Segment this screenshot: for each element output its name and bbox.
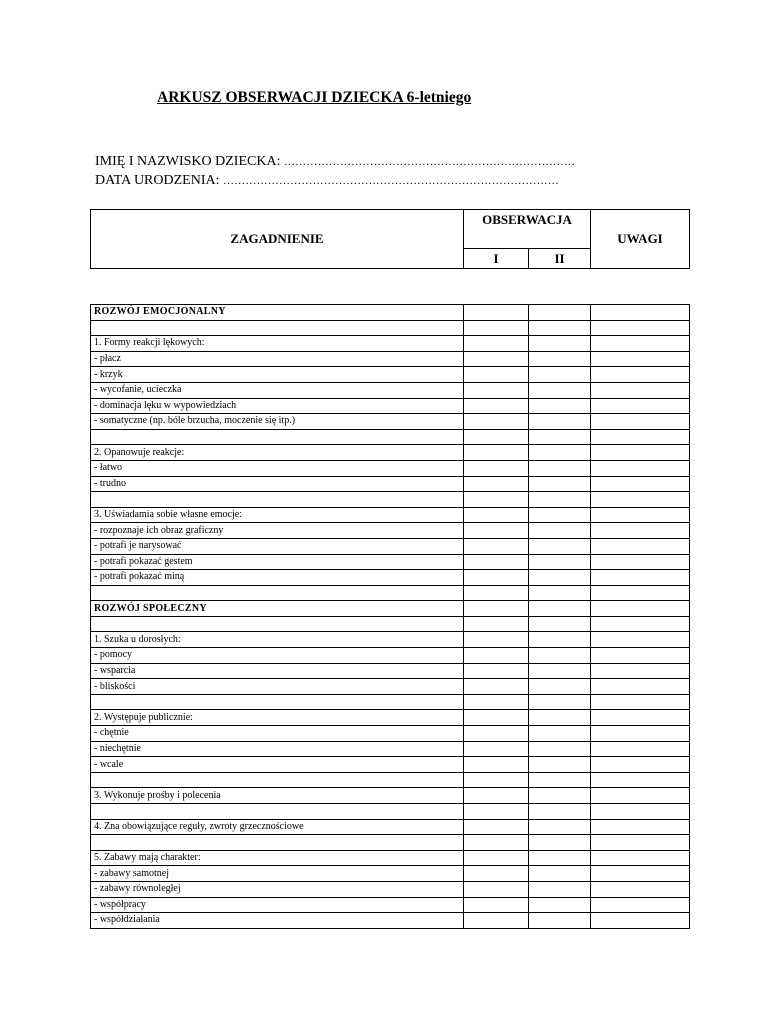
row-observation-1-cell[interactable] (464, 382, 529, 398)
row-observation-1-cell[interactable] (464, 538, 529, 554)
row-topic: - potrafi pokazać miną (91, 570, 464, 586)
table-row (91, 492, 690, 508)
row-notes-cell[interactable] (591, 492, 690, 508)
row-topic: - chętnie (91, 726, 464, 742)
row-topic (91, 694, 464, 710)
row-observation-1-cell[interactable] (464, 570, 529, 586)
row-observation-1-cell[interactable] (464, 757, 529, 773)
row-notes-cell[interactable] (591, 788, 690, 804)
row-topic: - wycofanie, ucieczka (91, 382, 464, 398)
row-observation-1-cell[interactable] (464, 367, 529, 383)
row-topic: ROZWÓJ SPOŁECZNY (91, 601, 464, 617)
section-row (91, 305, 690, 321)
row-observation-2-cell[interactable] (529, 835, 591, 851)
row-notes-cell[interactable] (591, 772, 690, 788)
row-topic (91, 772, 464, 788)
birth-date-label: DATA URODZENIA (95, 173, 216, 188)
row-topic: - pomocy (91, 648, 464, 664)
table-row (91, 819, 690, 835)
row-topic: - somatyczne (np. bóle brzucha, moczenie się itp.) (91, 414, 464, 430)
header-table (90, 209, 690, 269)
row-topic: - płacz (91, 351, 464, 367)
row-observation-2-cell[interactable] (529, 866, 591, 882)
row-topic (91, 320, 464, 336)
row-notes-cell[interactable] (591, 819, 690, 835)
row-observation-1-cell[interactable] (464, 632, 529, 648)
row-notes-cell[interactable] (591, 398, 690, 414)
row-topic: 2. Opanowuje reakcje: (91, 445, 464, 461)
row-notes-cell[interactable] (591, 804, 690, 820)
row-notes-cell[interactable] (591, 554, 690, 570)
row-topic: 2. Występuje publicznie: (91, 710, 464, 726)
row-topic (91, 585, 464, 601)
row-observation-2-cell[interactable] (529, 538, 591, 554)
table-row (91, 741, 690, 757)
row-observation-1-cell[interactable] (464, 601, 529, 617)
row-notes-cell[interactable] (591, 757, 690, 773)
row-notes-cell[interactable] (591, 866, 690, 882)
row-observation-2-cell[interactable] (529, 414, 591, 430)
row-observation-2-cell[interactable] (529, 492, 591, 508)
row-observation-1-cell[interactable] (464, 881, 529, 897)
row-observation-2-cell[interactable] (529, 601, 591, 617)
row-observation-2-cell[interactable] (529, 726, 591, 742)
table-row (91, 726, 690, 742)
row-notes-cell[interactable] (591, 632, 690, 648)
row-observation-1-cell[interactable] (464, 336, 529, 352)
row-observation-1-cell[interactable] (464, 897, 529, 913)
row-topic: 5. Zabawy mają charakter: (91, 850, 464, 866)
row-notes-cell[interactable] (591, 507, 690, 523)
row-topic: - współpracy (91, 897, 464, 913)
table-row (91, 710, 690, 726)
row-observation-1-cell[interactable] (464, 913, 529, 929)
table-row (91, 554, 690, 570)
row-observation-1-cell[interactable] (464, 788, 529, 804)
table-row (91, 648, 690, 664)
header-observation-1: I (464, 249, 529, 269)
row-observation-2-cell[interactable] (529, 305, 591, 321)
birth-date-sep: : (215, 173, 220, 188)
row-topic: 1. Szuka u dorosłych: (91, 632, 464, 648)
table-row (91, 476, 690, 492)
row-observation-2-cell[interactable] (529, 507, 591, 523)
row-observation-2-cell[interactable] (529, 804, 591, 820)
table-row (91, 336, 690, 352)
row-observation-2-cell[interactable] (529, 429, 591, 445)
table-row (91, 850, 690, 866)
table-row (91, 663, 690, 679)
table-row (91, 866, 690, 882)
table-row (91, 414, 690, 430)
row-topic: - potrafi je narysować (91, 538, 464, 554)
row-notes-cell[interactable] (591, 305, 690, 321)
table-row (91, 804, 690, 820)
row-topic: - krzyk (91, 367, 464, 383)
row-observation-2-cell[interactable] (529, 913, 591, 929)
row-observation-1-cell[interactable] (464, 320, 529, 336)
table-row (91, 382, 690, 398)
header-observation: OBSERWACJA (464, 210, 591, 249)
row-observation-2-cell[interactable] (529, 772, 591, 788)
row-observation-1-cell[interactable] (464, 850, 529, 866)
row-observation-1-cell[interactable] (464, 476, 529, 492)
table-row (91, 538, 690, 554)
row-observation-1-cell[interactable] (464, 398, 529, 414)
row-observation-1-cell[interactable] (464, 460, 529, 476)
table-row (91, 570, 690, 586)
row-observation-1-cell[interactable] (464, 648, 529, 664)
table-row (91, 507, 690, 523)
table-row (91, 772, 690, 788)
table-row (91, 585, 690, 601)
row-topic: - potrafi pokazać gestem (91, 554, 464, 570)
table-row (91, 757, 690, 773)
row-notes-cell[interactable] (591, 648, 690, 664)
row-notes-cell[interactable] (591, 679, 690, 695)
row-observation-2-cell[interactable] (529, 648, 591, 664)
row-observation-1-cell[interactable] (464, 507, 529, 523)
row-observation-1-cell[interactable] (464, 710, 529, 726)
row-notes-cell[interactable] (591, 382, 690, 398)
table-row (91, 351, 690, 367)
row-topic (91, 429, 464, 445)
row-observation-1-cell[interactable] (464, 835, 529, 851)
table-row (91, 398, 690, 414)
row-observation-2-cell[interactable] (529, 367, 591, 383)
row-observation-2-cell[interactable] (529, 320, 591, 336)
row-topic: 3. Uświadamia sobie własne emocje: (91, 507, 464, 523)
row-observation-2-cell[interactable] (529, 351, 591, 367)
row-observation-1-cell[interactable] (464, 429, 529, 445)
row-notes-cell[interactable] (591, 538, 690, 554)
row-notes-cell[interactable] (591, 367, 690, 383)
row-notes-cell[interactable] (591, 585, 690, 601)
row-topic: 3. Wykonuje prośby i polecenia (91, 788, 464, 804)
row-notes-cell[interactable] (591, 351, 690, 367)
row-observation-1-cell[interactable] (464, 445, 529, 461)
row-notes-cell[interactable] (591, 616, 690, 632)
row-notes-cell[interactable] (591, 913, 690, 929)
row-observation-2-cell[interactable] (529, 398, 591, 414)
row-topic (91, 835, 464, 851)
row-notes-cell[interactable] (591, 570, 690, 586)
row-observation-1-cell[interactable] (464, 523, 529, 539)
row-topic (91, 804, 464, 820)
row-notes-cell[interactable] (591, 694, 690, 710)
row-observation-2-cell[interactable] (529, 897, 591, 913)
row-observation-2-cell[interactable] (529, 679, 591, 695)
row-observation-1-cell[interactable] (464, 616, 529, 632)
row-topic (91, 616, 464, 632)
child-name-label: IMIĘ I NAZWISKO DZIECKA (95, 154, 277, 169)
table-row (91, 881, 690, 897)
table-row (91, 429, 690, 445)
row-observation-1-cell[interactable] (464, 679, 529, 695)
header-observation-2: II (529, 249, 591, 269)
row-observation-1-cell[interactable] (464, 492, 529, 508)
table-row (91, 460, 690, 476)
row-observation-2-cell[interactable] (529, 850, 591, 866)
row-notes-cell[interactable] (591, 523, 690, 539)
row-notes-cell[interactable] (591, 336, 690, 352)
row-notes-cell[interactable] (591, 881, 690, 897)
row-observation-1-cell[interactable] (464, 804, 529, 820)
birth-date-dots: ……………………………………………………………………………… (222, 175, 559, 187)
row-topic: - niechętnie (91, 741, 464, 757)
row-notes-cell[interactable] (591, 601, 690, 617)
row-observation-2-cell[interactable] (529, 632, 591, 648)
row-observation-1-cell[interactable] (464, 351, 529, 367)
section-row (91, 601, 690, 617)
row-observation-1-cell[interactable] (464, 305, 529, 321)
row-observation-1-cell[interactable] (464, 772, 529, 788)
table-row (91, 897, 690, 913)
child-name-dots: …………………………………………………………………… (283, 156, 576, 168)
row-observation-1-cell[interactable] (464, 741, 529, 757)
row-notes-cell[interactable] (591, 710, 690, 726)
row-topic: - współdziałania (91, 913, 464, 929)
row-notes-cell[interactable] (591, 835, 690, 851)
table-row (91, 616, 690, 632)
row-topic: 1. Formy reakcji lękowych: (91, 336, 464, 352)
row-observation-2-cell[interactable] (529, 476, 591, 492)
row-notes-cell[interactable] (591, 897, 690, 913)
table-row (91, 835, 690, 851)
row-observation-2-cell[interactable] (529, 694, 591, 710)
row-observation-1-cell[interactable] (464, 866, 529, 882)
row-topic: - wcale (91, 757, 464, 773)
row-observation-1-cell[interactable] (464, 414, 529, 430)
row-observation-2-cell[interactable] (529, 336, 591, 352)
child-name-sep: : (276, 154, 281, 169)
row-topic: ROZWÓJ EMOCJONALNY (91, 305, 464, 321)
observation-table (90, 304, 690, 929)
row-notes-cell[interactable] (591, 320, 690, 336)
observation-rows (91, 305, 690, 929)
row-notes-cell[interactable] (591, 429, 690, 445)
row-observation-2-cell[interactable] (529, 445, 591, 461)
row-notes-cell[interactable] (591, 741, 690, 757)
header-topic: ZAGADNIENIE (91, 210, 464, 269)
table-row (91, 523, 690, 539)
row-topic: - rozpoznaje ich obraz graficzny (91, 523, 464, 539)
row-notes-cell[interactable] (591, 850, 690, 866)
row-topic: - bliskości (91, 679, 464, 695)
row-topic: - wsparcia (91, 663, 464, 679)
row-observation-2-cell[interactable] (529, 881, 591, 897)
row-notes-cell[interactable] (591, 663, 690, 679)
document-title: ARKUSZ OBSERWACJI DZIECKA 6-letniego (157, 89, 472, 106)
row-observation-2-cell[interactable] (529, 757, 591, 773)
table-row (91, 445, 690, 461)
row-observation-2-cell[interactable] (529, 819, 591, 835)
row-observation-2-cell[interactable] (529, 616, 591, 632)
row-topic: 4. Zna obowiązujące reguły, zwroty grzecznościowe (91, 819, 464, 835)
table-row (91, 913, 690, 929)
row-topic: - zabawy równoległej (91, 881, 464, 897)
row-observation-1-cell[interactable] (464, 585, 529, 601)
birth-date-field[interactable] (95, 173, 559, 189)
row-notes-cell[interactable] (591, 414, 690, 430)
header-notes: UWAGI (591, 210, 690, 269)
child-name-field[interactable] (95, 154, 575, 170)
row-observation-2-cell[interactable] (529, 710, 591, 726)
row-observation-1-cell[interactable] (464, 694, 529, 710)
row-observation-1-cell[interactable] (464, 554, 529, 570)
row-notes-cell[interactable] (591, 460, 690, 476)
table-row (91, 679, 690, 695)
table-row (91, 320, 690, 336)
table-row (91, 788, 690, 804)
row-observation-2-cell[interactable] (529, 570, 591, 586)
row-observation-1-cell[interactable] (464, 819, 529, 835)
row-observation-2-cell[interactable] (529, 382, 591, 398)
table-row (91, 694, 690, 710)
table-row (91, 367, 690, 383)
row-observation-2-cell[interactable] (529, 585, 591, 601)
row-notes-cell[interactable] (591, 726, 690, 742)
row-observation-2-cell[interactable] (529, 788, 591, 804)
row-observation-1-cell[interactable] (464, 663, 529, 679)
row-observation-2-cell[interactable] (529, 663, 591, 679)
row-topic: - trudno (91, 476, 464, 492)
row-topic (91, 492, 464, 508)
row-notes-cell[interactable] (591, 476, 690, 492)
row-notes-cell[interactable] (591, 445, 690, 461)
row-observation-2-cell[interactable] (529, 460, 591, 476)
row-observation-2-cell[interactable] (529, 741, 591, 757)
row-topic: - dominacja lęku w wypowiedziach (91, 398, 464, 414)
row-observation-2-cell[interactable] (529, 554, 591, 570)
table-row (91, 632, 690, 648)
row-topic: - łatwo (91, 460, 464, 476)
row-topic: - zabawy samotnej (91, 866, 464, 882)
row-observation-2-cell[interactable] (529, 523, 591, 539)
row-observation-1-cell[interactable] (464, 726, 529, 742)
